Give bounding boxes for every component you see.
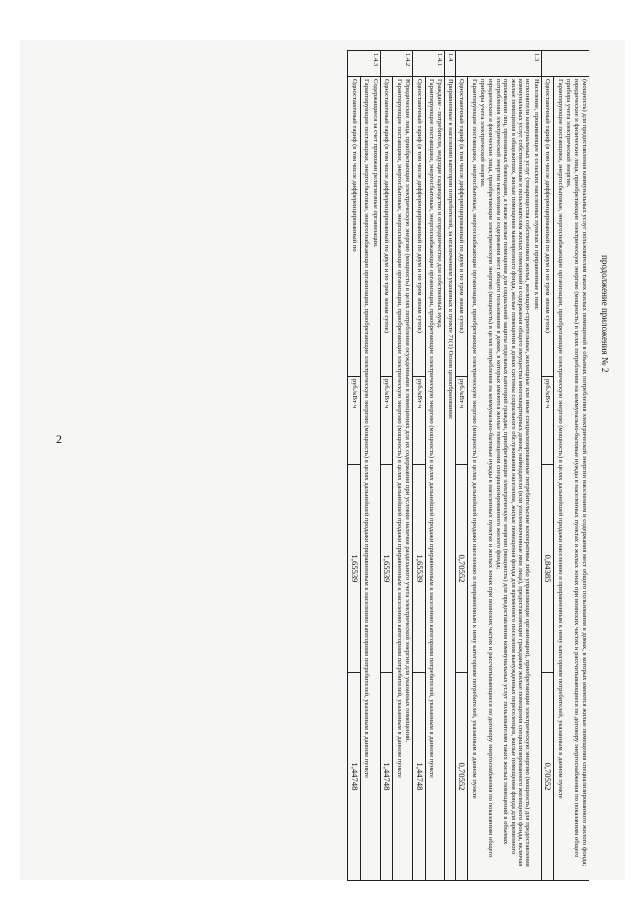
tariff-row bbox=[413, 51, 426, 881]
paragraph: Гарантирующие поставщики, энергосбытовые, энергоснабжающие организации, приобретающие электрическую энергию (мощность) в целях дальнейшей продажи населению и приравненным к нему категориям потребителей, указанным в данном пункте bbox=[556, 79, 564, 799]
paragraph: Гарантирующие поставщики, энергосбытовые, энергоснабжающие организации, приобретающие электрическую энергию (мощность) в целях дальнейшей продажи населению и приравненным к нему категориям потребителей, указанным в данном пункте bbox=[470, 79, 478, 799]
row-number bbox=[541, 51, 589, 77]
row-description bbox=[468, 77, 541, 881]
row-number: 1.4.3 bbox=[348, 51, 380, 77]
tariff-value-1: 1,65539 bbox=[380, 465, 393, 673]
tariff-unit: руб./кВт·ч bbox=[380, 377, 393, 465]
table-row bbox=[468, 51, 541, 881]
tariff-unit: руб./кВт·ч bbox=[348, 377, 361, 465]
paragraph: юридические и физические лица, приобретающие электрическую энергию (мощность) в целях потребления на коммунально-бытовые нужды в населенных пунктах и жилых зонах при воинских частях и рассчитывающиеся по договору энергоснабжения по показаниям общего прибора учета электрической энергии. bbox=[565, 79, 580, 858]
table-row bbox=[425, 51, 445, 881]
tariff-row bbox=[455, 51, 468, 881]
page-number: 2 bbox=[56, 432, 62, 446]
tariff-value-2: 0,70552 bbox=[541, 673, 554, 881]
tariff-label: Одноставочный тариф (в том числе дифференцированный по bbox=[348, 77, 361, 377]
rotated-table-wrapper bbox=[77, 50, 589, 880]
table-row bbox=[361, 51, 381, 881]
row-number: 1.4.2 bbox=[380, 51, 412, 77]
table-row bbox=[554, 51, 589, 881]
table-row bbox=[393, 51, 413, 881]
row-description bbox=[361, 77, 381, 881]
paragraph: Содержащиеся за счет прихожан религиозные организации. bbox=[371, 79, 379, 248]
row-description bbox=[554, 77, 589, 881]
tariff-row bbox=[380, 51, 393, 881]
row-number: 1.3 bbox=[455, 51, 541, 77]
row-description bbox=[393, 77, 413, 881]
tariff-value-1: 0,70552 bbox=[455, 465, 468, 673]
tariff-value-2: 1,44748 bbox=[348, 673, 361, 881]
tariff-value-2: 1,44748 bbox=[413, 673, 426, 881]
tariff-value-1: 1,65539 bbox=[348, 465, 361, 673]
tariff-value-1: 1,65539 bbox=[413, 465, 426, 673]
section-heading: Приравненные к населению категории потребителей, за исключением указанных в пункте 71(1) Основ ценообразования: bbox=[445, 77, 455, 881]
paragraph: Население, проживающее в сельских населенных пунктах и приравненные к ним: bbox=[532, 79, 540, 310]
paragraph: Гарантирующие поставщики, энергосбытовые, энергоснабжающие организации, приобретающие электрическую энергию (мощность) в целях дальнейшей продажи приравненным к населению категориям потребителей, указанным в данном пункте bbox=[395, 79, 403, 778]
tariff-value-1: 0,84385 bbox=[541, 465, 554, 673]
paragraph: Граждане - потребители, ведущие садоводство и огородничество для собственных нужд. bbox=[436, 79, 444, 329]
tariff-row bbox=[348, 51, 361, 881]
row-description bbox=[425, 77, 445, 881]
tariff-unit: руб./кВт·ч bbox=[455, 377, 468, 465]
tariff-unit: руб./кВт·ч bbox=[541, 377, 554, 465]
continuation-note: продолжение приложения № 2 bbox=[600, 255, 610, 373]
row-number: 1.4 bbox=[445, 51, 455, 77]
tariff-table bbox=[347, 50, 589, 881]
paragraph: исполнители коммунальных услуг (товарищества собственников жилья, жилищно-строительные, жилищные или иные специализированные потребительские кооперативы либо управляющие организации), приобретающие электрическую энергию (мощность) для предоставления коммунальных услуг собственникам и пользователям жилых помещений и содержания общего имущества многоквартирных домов; наймодатели (или уполномоченные ими лица), предоставляющие гражданам жилые помещения специализированного жилищного фонда, включая жилые помещения в общежитиях, жилые помещения маневренного фонда, жилые помещения в домах системы социального обслуживания населения, жилые помещения фонда для временного поселения вынужденных переселенцев, жилые помещения фонда для временного проживания лиц, признанных беженцами, а также жилые помещения для социальной защиты отдельных категорий граждан, приобретающие электрическую энергию (мощность) для предоставления коммунальных услуг пользователям таких жилых помещений в объемах потребления электрической энергии населением и содержания мест общего пользования в домах, в которых имеются жилые помещения специализированного жилого фонда; bbox=[495, 79, 532, 867]
paragraph: (мощность) для предоставления коммунальных услуг пользователям таких жилых помещений в объемах потребления электрической энергии населением и содержания мест общего пользования в домах, в которых имеются жилые помещения специализированного жилого фонда; bbox=[581, 79, 588, 867]
row-number: 1.4.1 bbox=[413, 51, 445, 77]
tariff-unit: руб./кВт·ч bbox=[413, 377, 426, 465]
paragraph: Юридические лица, приобретающие электрическую энергию (мощность) в целях потребления осужденными в помещениях для их содержания при условии наличия раздельного учета электрической энергии для указанных помещений. bbox=[404, 79, 412, 743]
tariff-label: Одноставочный тариф (в том числе дифференцированный по двум и по трем зонам суток) bbox=[413, 77, 426, 377]
tariff-value-2: 0,70552 bbox=[455, 673, 468, 881]
paragraph: юридические и физические лица, приобретающие электрическую энергию (мощность) в целях потребления на коммунально-бытовые нужды в населенных пунктах и жилых зонах при воинских частях и рассчитывающиеся по договору энергоснабжения по показаниям общего прибора учета электрической энергии. bbox=[479, 79, 494, 858]
paragraph: Гарантирующие поставщики, энергосбытовые, энергоснабжающие организации, приобретающие электрическую энергию (мощность) в целях дальнейшей продажи приравненным к населению категориям потребителей, указанным в данном пункте bbox=[428, 79, 436, 778]
table-row bbox=[445, 51, 455, 881]
paragraph: Гарантирующие поставщики, энергосбытовые, энергоснабжающие организации, приобретающие электрическую энергию (мощность) в целях дальнейшей продажи приравненным к населению категориям потребителей, указанным в данном пункте bbox=[363, 79, 371, 778]
tariff-label: Одноставочный тариф (в том числе дифференцированный по двум и по трем зонам суток) bbox=[541, 77, 554, 377]
tariff-label: Одноставочный тариф (в том числе дифференцированный по двум и по трем зонам суток) bbox=[455, 77, 468, 377]
tariff-label: Одноставочный тариф (в том числе дифференцированный по двум и по трем зонам суток) bbox=[380, 77, 393, 377]
tariff-row bbox=[541, 51, 554, 881]
tariff-value-2: 1,44748 bbox=[380, 673, 393, 881]
